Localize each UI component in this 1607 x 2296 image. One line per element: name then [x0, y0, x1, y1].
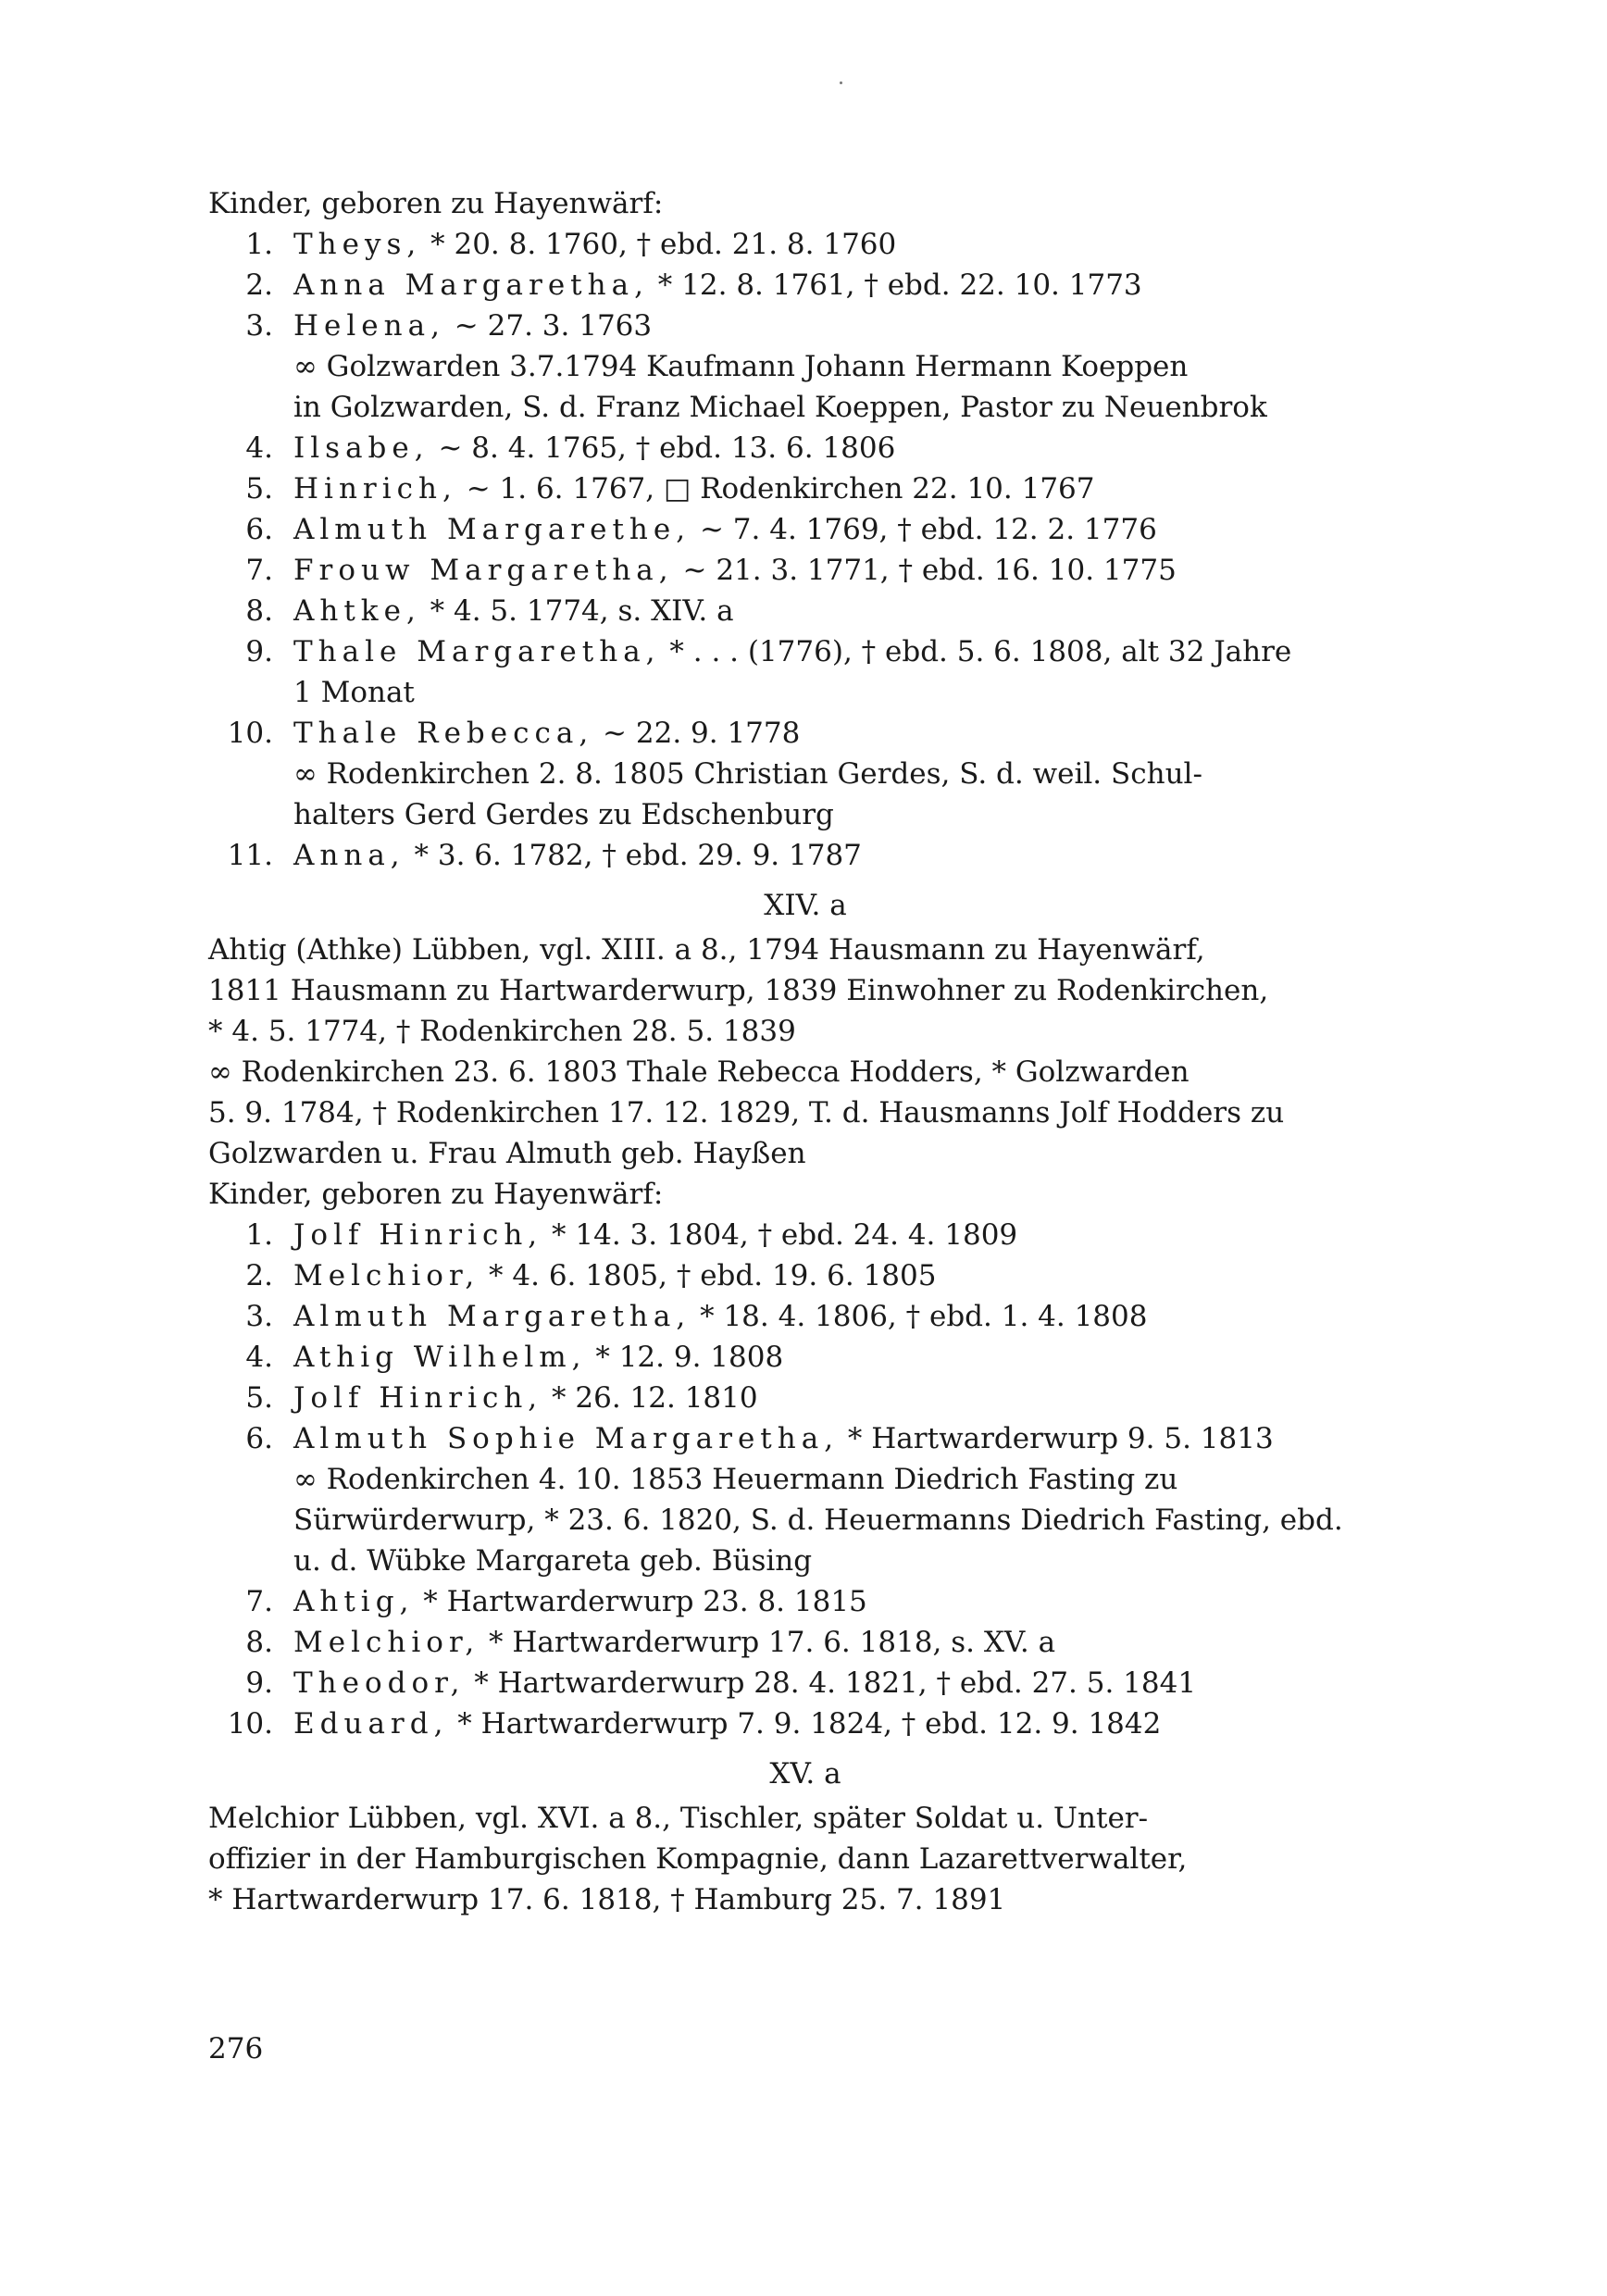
list-item [208, 428, 1402, 468]
list-item [208, 631, 1402, 672]
person-name: Jolf Hinrich, [293, 1381, 543, 1415]
section-heading-xiv-a: XIV. a [764, 889, 847, 922]
item-text [293, 550, 1402, 591]
item-number: 7. [245, 554, 273, 587]
children-list-2 [208, 1215, 1402, 1744]
item-text [293, 1215, 1402, 1255]
item-number: 3. [245, 1300, 273, 1333]
item-number: 4. [245, 1341, 273, 1374]
item-continuation: Sürwürderwurp, * 23. 6. 1820, S. d. Heuermanns Diedrich Fasting, ebd. [293, 1504, 1343, 1537]
list-item [208, 1296, 1402, 1337]
item-text [293, 509, 1402, 550]
person-name: Anna Margaretha, [293, 268, 649, 302]
person-name: Ahtke, [293, 594, 421, 628]
person-details: ~ 22. 9. 1778 [593, 717, 801, 750]
list-item [208, 835, 1402, 876]
item-text [293, 428, 1402, 468]
item-text [293, 1622, 1402, 1663]
item-text [293, 1418, 1402, 1459]
item-continuation: halters Gerd Gerdes zu Edschenburg [293, 798, 834, 831]
item-text [293, 1296, 1402, 1337]
person-details: ~ 21. 3. 1771, † ebd. 16. 10. 1775 [673, 554, 1177, 587]
item-number: 11. [227, 839, 273, 872]
person-name: Thale Rebecca, [293, 717, 594, 750]
item-number: 8. [245, 594, 273, 628]
item-text [293, 306, 1402, 346]
item-number: 1. [245, 1218, 273, 1252]
item-number: 10. [227, 1707, 273, 1741]
item-text [293, 1663, 1402, 1703]
paragraph-line: * 4. 5. 1774, † Rodenkirchen 28. 5. 1839 [208, 1015, 796, 1048]
entry-paragraph-xiv-a [208, 930, 1402, 1174]
person-name: Eduard, [293, 1707, 449, 1741]
item-text [293, 468, 1402, 509]
person-details: ~ 7. 4. 1769, † ebd. 12. 2. 1776 [691, 513, 1157, 546]
list-item [208, 265, 1402, 306]
paragraph-line: Ahtig (Athke) Lübben, vgl. XIII. a 8., 1794 Hausmann zu Hayenwärf, [208, 933, 1205, 967]
person-details: * 14. 3. 1804, † ebd. 24. 4. 1809 [542, 1218, 1018, 1252]
paragraph-line: ∞ Rodenkirchen 23. 6. 1803 Thale Rebecca Hodders, * Golzwarden [208, 1055, 1190, 1089]
children-list-1 [208, 224, 1402, 876]
item-text [293, 631, 1402, 672]
item-number: 7. [245, 1585, 273, 1618]
item-text [293, 1255, 1402, 1296]
person-details: * 12. 8. 1761, † ebd. 22. 10. 1773 [648, 268, 1142, 302]
item-number: 2. [245, 268, 273, 302]
item-text [293, 1703, 1402, 1744]
page-number: 276 [208, 2032, 264, 2065]
person-details: * 18. 4. 1806, † ebd. 1. 4. 1808 [691, 1300, 1148, 1333]
paragraph-line: Golzwarden u. Frau Almuth geb. Hayßen [208, 1137, 806, 1170]
item-number: 1. [245, 228, 273, 261]
item-text [293, 1581, 1402, 1622]
children-intro-2: Kinder, geboren zu Hayenwärf: [208, 1178, 664, 1211]
list-item [208, 1337, 1402, 1378]
list-item [208, 1255, 1402, 1296]
list-item [208, 1622, 1402, 1663]
item-number: 5. [245, 1381, 273, 1415]
person-name: Hinrich, [293, 472, 457, 505]
item-number: 9. [245, 635, 273, 668]
person-name: Theys, [293, 228, 422, 261]
item-number: 5. [245, 472, 273, 505]
item-text [293, 713, 1402, 754]
paragraph-line: Melchior Lübben, vgl. XVI. a 8., Tischler, später Soldat u. Unter- [208, 1802, 1149, 1835]
item-number: 6. [245, 513, 273, 546]
entry-paragraph-xv-a [208, 1798, 1402, 1920]
item-number: 8. [245, 1626, 273, 1659]
person-details: * 4. 5. 1774, s. XIV. a [420, 594, 734, 628]
paragraph-line: 5. 9. 1784, † Rodenkirchen 17. 12. 1829, T. d. Hausmanns Jolf Hodders zu [208, 1096, 1285, 1129]
person-details: * Hartwarderwurp 28. 4. 1821, † ebd. 27. 5. 1841 [465, 1666, 1197, 1700]
person-details: * 4. 6. 1805, † ebd. 19. 6. 1805 [480, 1259, 937, 1292]
person-details: * Hartwarderwurp 17. 6. 1818, s. XV. a [480, 1626, 1056, 1659]
person-name: Anna, [293, 839, 405, 872]
list-item [208, 1703, 1402, 1744]
item-number: 10. [227, 717, 273, 750]
list-item [208, 306, 1402, 346]
list-item [208, 468, 1402, 509]
item-text [293, 591, 1402, 631]
item-text [293, 835, 1402, 876]
person-details: * . . . (1776), † ebd. 5. 6. 1808, alt 32 Jahre [660, 635, 1292, 668]
list-item [208, 1215, 1402, 1255]
item-text [293, 1337, 1402, 1378]
children-intro-1: Kinder, geboren zu Hayenwärf: [208, 187, 664, 220]
section-heading-xv-a: XV. a [769, 1757, 841, 1791]
speck [840, 81, 842, 84]
person-name: Theodor, [293, 1666, 466, 1700]
person-details: ~ 8. 4. 1765, † ebd. 13. 6. 1806 [429, 431, 896, 465]
person-name: Athig Wilhelm, [293, 1341, 587, 1374]
item-continuation: ∞ Golzwarden 3.7.1794 Kaufmann Johann Hermann Koeppen [293, 350, 1189, 383]
person-details: * Hartwarderwurp 7. 9. 1824, † ebd. 12. 9. 1842 [448, 1707, 1162, 1741]
paragraph-line: * Hartwarderwurp 17. 6. 1818, † Hamburg 25. 7. 1891 [208, 1883, 1006, 1916]
person-name: Melchior, [293, 1626, 480, 1659]
item-continuation: u. d. Wübke Margareta geb. Büsing [293, 1544, 813, 1578]
paragraph-line: offizier in der Hamburgischen Kompagnie, dann Lazarettverwalter, [208, 1842, 1188, 1876]
list-item [208, 1378, 1402, 1418]
item-text [293, 265, 1402, 306]
list-item [208, 1663, 1402, 1703]
item-text [293, 1378, 1402, 1418]
person-name: Almuth Margaretha, [293, 1300, 691, 1333]
item-continuation: ∞ Rodenkirchen 4. 10. 1853 Heuermann Diedrich Fasting zu [293, 1463, 1178, 1496]
person-details: * 26. 12. 1810 [542, 1381, 758, 1415]
item-number: 4. [245, 431, 273, 465]
person-name: Almuth Sophie Margaretha, [293, 1422, 840, 1455]
list-item [208, 1418, 1402, 1459]
person-name: Ahtig, [293, 1585, 415, 1618]
item-number: 2. [245, 1259, 273, 1292]
person-name: Ilsabe, [293, 431, 430, 465]
person-details: * Hartwarderwurp 23. 8. 1815 [414, 1585, 867, 1618]
item-continuation: in Golzwarden, S. d. Franz Michael Koeppen, Pastor zu Neuenbrok [293, 391, 1267, 424]
list-item [208, 591, 1402, 631]
item-text [293, 224, 1402, 265]
person-name: Melchior, [293, 1259, 480, 1292]
person-name: Thale Margaretha, [293, 635, 661, 668]
list-item [208, 713, 1402, 754]
person-details: * 3. 6. 1782, † ebd. 29. 9. 1787 [405, 839, 862, 872]
list-item [208, 1581, 1402, 1622]
person-details: * 20. 8. 1760, † ebd. 21. 8. 1760 [421, 228, 897, 261]
list-item [208, 509, 1402, 550]
item-continuation: 1 Monat [293, 676, 415, 709]
person-name: Almuth Margarethe, [293, 513, 691, 546]
item-continuation: ∞ Rodenkirchen 2. 8. 1805 Christian Gerdes, S. d. weil. Schul- [293, 757, 1202, 791]
person-name: Frouw Margaretha, [293, 554, 674, 587]
list-item [208, 224, 1402, 265]
list-item [208, 550, 1402, 591]
item-number: 9. [245, 1666, 273, 1700]
item-number: 6. [245, 1422, 273, 1455]
person-details: * Hartwarderwurp 9. 5. 1813 [839, 1422, 1274, 1455]
person-name: Jolf Hinrich, [293, 1218, 543, 1252]
person-details: ~ 27. 3. 1763 [444, 309, 653, 343]
person-details: ~ 1. 6. 1767, □ Rodenkirchen 22. 10. 1767 [456, 472, 1095, 505]
item-number: 3. [245, 309, 273, 343]
paragraph-line: 1811 Hausmann zu Hartwarderwurp, 1839 Einwohner zu Rodenkirchen, [208, 974, 1269, 1007]
person-details: * 12. 9. 1808 [586, 1341, 784, 1374]
page-content [208, 183, 1402, 1920]
person-name: Helena, [293, 309, 445, 343]
